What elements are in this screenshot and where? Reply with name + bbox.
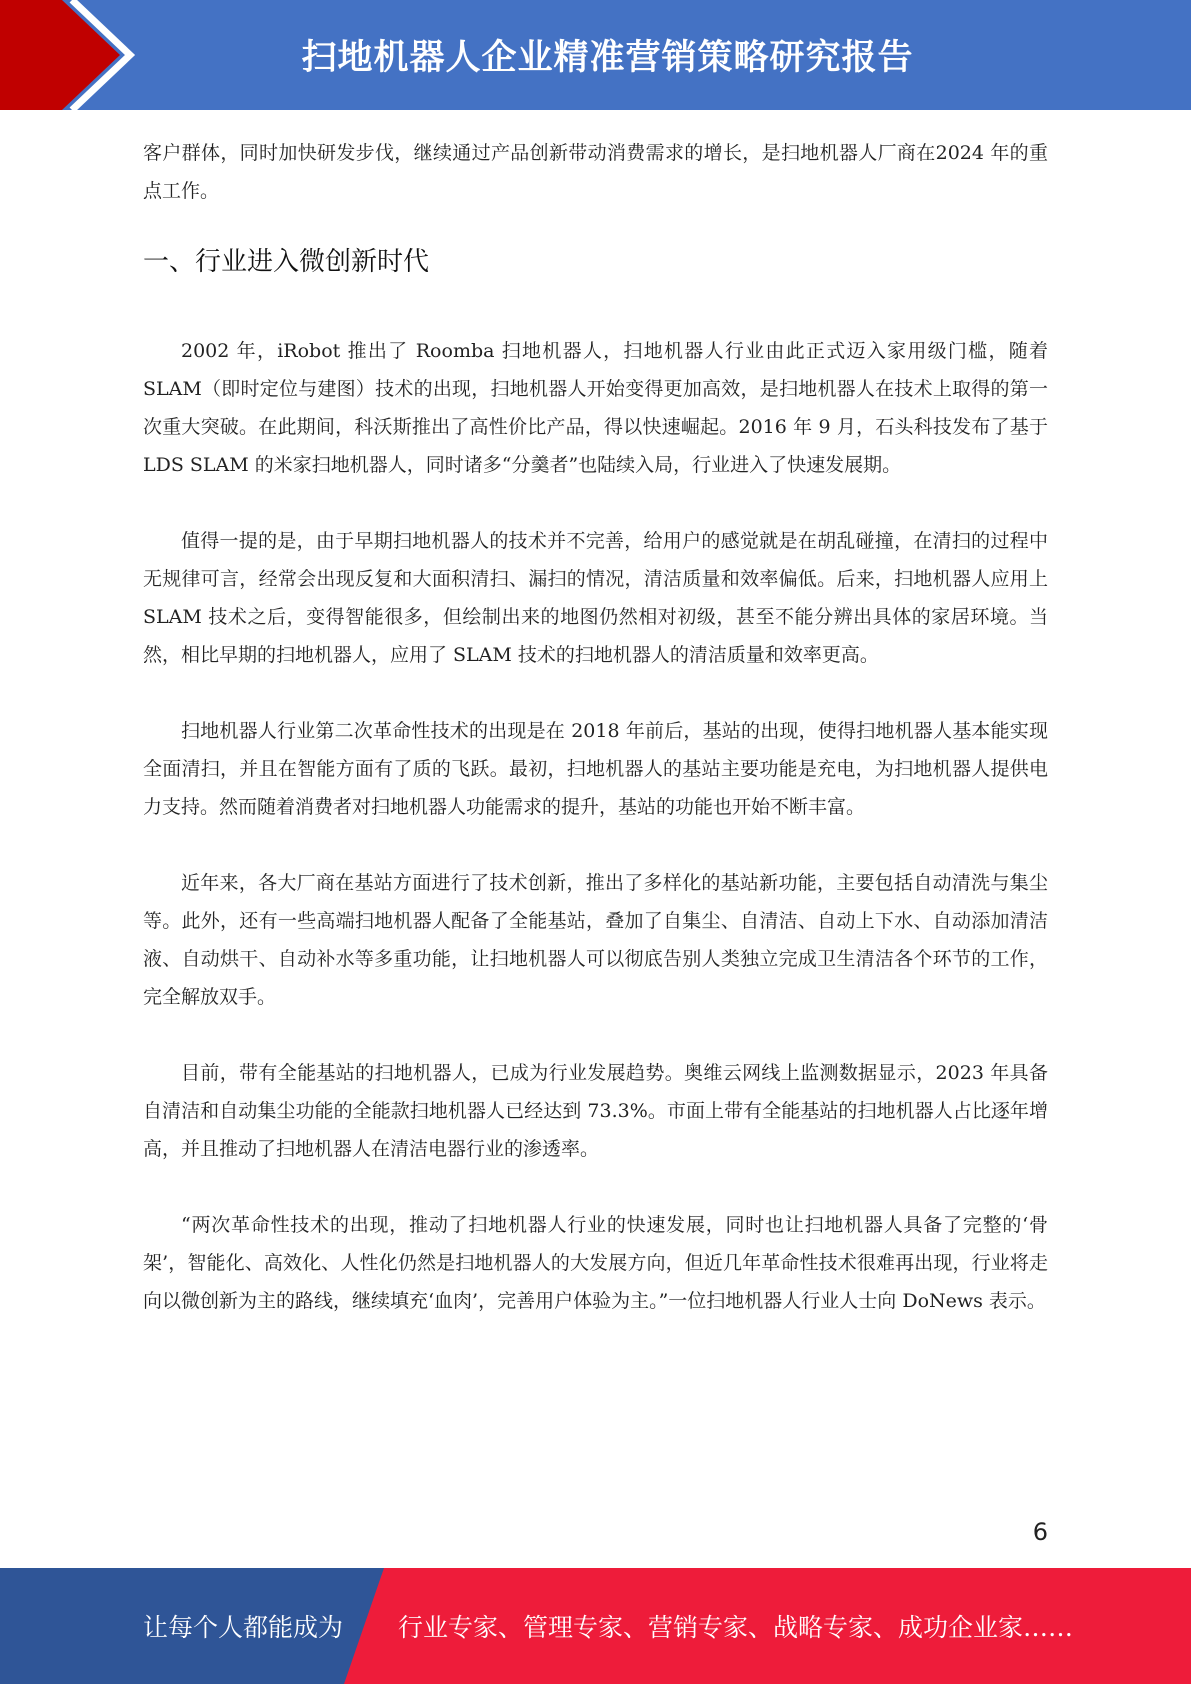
- page-number: 6: [1032, 1518, 1048, 1546]
- page-footer: [0, 1568, 1191, 1684]
- section-heading: 一、行业进入微创新时代: [143, 247, 430, 277]
- footer-slogan-left: 让每个人都能成为: [143, 1613, 344, 1642]
- page-header: [0, 0, 1191, 110]
- body-paragraph: 值得一提的是，由于早期扫地机器人的技术并不完善，给用户的感觉就是在胡乱碰撞，在清扫的过程中无规律可言，经常会出现反复和大面积清扫、漏扫的情况，清洁质量和效率偏低。后来，扫地机器人应用上 SLAM 技术之后，变得智能很多，但绘制出来的地图仍然相对初级，甚至不能分辨出具体的家居环境。当然，相比早期的扫地机器人，应用了 SLAM 技术的扫地机器人的清洁质量和效率更高。: [143, 530, 1048, 666]
- document-body: [143, 134, 1048, 1358]
- body-paragraph: 近年来，各大厂商在基站方面进行了技术创新，推出了多样化的基站新功能，主要包括自动清洗与集尘等。此外，还有一些高端扫地机器人配备了全能基站，叠加了自集尘、自清洁、自动上下水、自动添加清洁液、自动烘干、自动补水等多重功能，让扫地机器人可以彻底告别人类独立完成卫生清洁各个环节的工作，完全解放双手。: [143, 872, 1048, 1008]
- body-paragraph: “两次革命性技术的出现，推动了扫地机器人行业的快速发展，同时也让扫地机器人具备了完整的‘骨架’，智能化、高效化、人性化仍然是扫地机器人的大发展方向，但近几年革命性技术很难再出现，行业将走向以微创新为主的路线，继续填充‘血肉’，完善用户体验为主。”一位扫地机器人行业人士向 DoNews 表示。: [143, 1214, 1048, 1312]
- body-paragraph: 2002 年，iRobot 推出了 Roomba 扫地机器人，扫地机器人行业由此正式迈入家用级门槛，随着 SLAM（即时定位与建图）技术的出现，扫地机器人开始变得更加高效，是扫地机器人在技术上取得的第一次重大突破。在此期间，科沃斯推出了高性价比产品，得以快速崛起。2016 年 9 月，石头科技发布了基于 LDS SLAM 的米家扫地机器人，同时诸多“分羹者”也陆续入局，行业进入了快速发展期。: [143, 340, 1048, 476]
- intro-paragraph: 客户群体，同时加快研发步伐，继续通过产品创新带动消费需求的增长，是扫地机器人厂商在2024 年的重点工作。: [143, 142, 1048, 202]
- body-paragraph: 扫地机器人行业第二次革命性技术的出现是在 2018 年前后，基站的出现，使得扫地机器人基本能实现全面清扫，并且在智能方面有了质的飞跃。最初，扫地机器人的基站主要功能是充电，为扫地机器人提供电力支持。然而随着消费者对扫地机器人功能需求的提升，基站的功能也开始不断丰富。: [143, 720, 1048, 818]
- footer-slogan-right: 行业专家、管理专家、营销专家、战略专家、成功企业家……: [398, 1613, 1074, 1642]
- report-title: 扫地机器人企业精准营销策略研究报告: [301, 38, 914, 78]
- body-paragraph: 目前，带有全能基站的扫地机器人，已成为行业发展趋势。奥维云网线上监测数据显示，2023 年具备自清洁和自动集尘功能的全能款扫地机器人已经达到 73.3%。市面上带有全能基站的扫地机器人占比逐年增高，并且推动了扫地机器人在清洁电器行业的渗透率。: [143, 1062, 1048, 1160]
